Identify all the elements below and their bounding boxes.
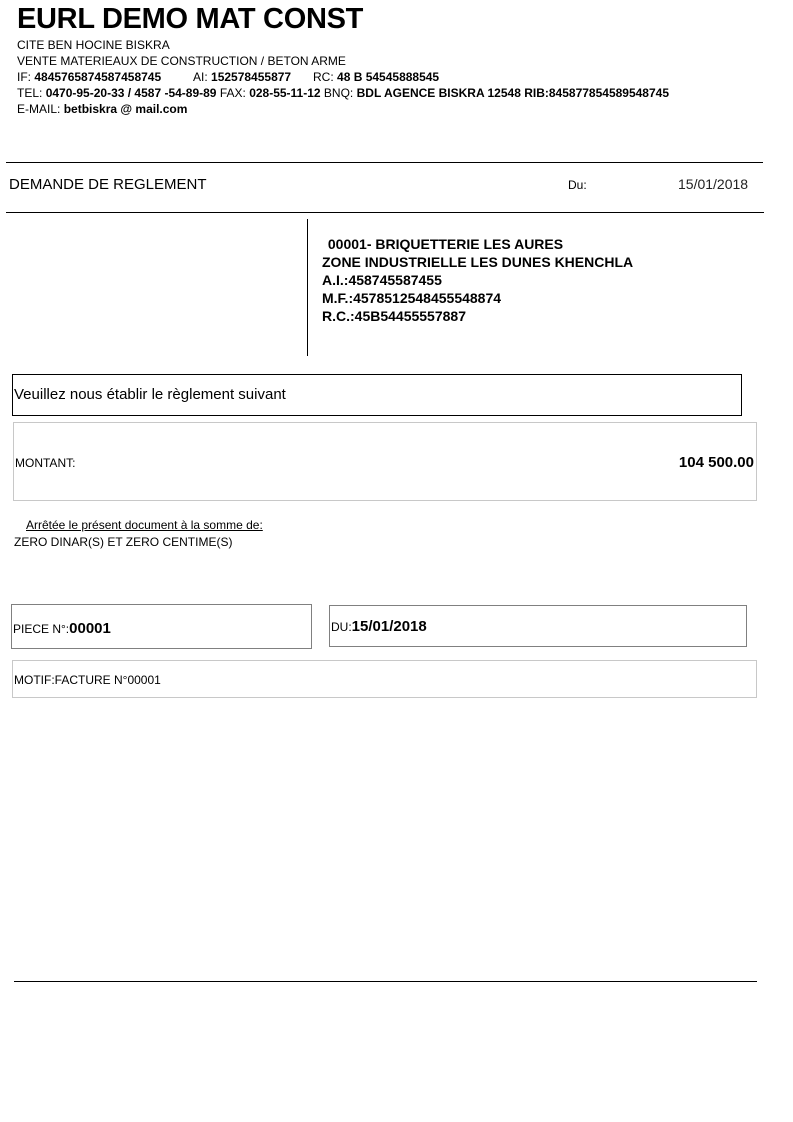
request-text: Veuillez nous établir le règlement suivant <box>14 386 286 403</box>
request-box <box>12 374 742 416</box>
piece-date-box <box>329 605 747 647</box>
piece-date-value: 15/01/2018 <box>351 618 427 635</box>
company-email-line <box>17 101 187 117</box>
piece-label: PIECE N°: <box>13 622 70 636</box>
amount-label: MONTANT: <box>15 456 76 470</box>
email-label: E-MAIL: <box>17 102 61 116</box>
tel-value: 0470-95-20-33 / 4587 -54-89-89 <box>45 86 217 100</box>
rc-value: 48 B 54545888545 <box>337 70 440 84</box>
motif-box <box>12 660 757 698</box>
company-contact-line <box>17 85 669 101</box>
document-title: DEMANDE DE REGLEMENT <box>9 176 207 193</box>
client-name: 00001- BRIQUETTERIE LES AURES <box>324 236 564 252</box>
tel-label: TEL: <box>17 86 43 100</box>
amount-words-label: Arrêtée le présent document à la somme de: <box>26 518 263 532</box>
client-ai: A.I.:458745587455 <box>322 272 442 288</box>
if-value: 4845765874587458745 <box>34 70 162 84</box>
if-label: IF: <box>17 70 31 84</box>
piece-line <box>13 620 111 637</box>
piece-date-line <box>331 618 427 635</box>
document-date: 15/01/2018 <box>678 176 749 192</box>
document-date-label: Du: <box>568 178 587 192</box>
client-address: ZONE INDUSTRIELLE LES DUNES KHENCHLA <box>322 254 634 270</box>
motif-text: MOTIF:FACTURE N°00001 <box>14 673 161 687</box>
client-rc: R.C.:45B54455557887 <box>322 308 466 324</box>
piece-number: 00001 <box>69 620 111 637</box>
company-activity: VENTE MATERIEAUX DE CONSTRUCTION / BETON ARME <box>17 54 346 68</box>
fax-value: 028-55-11-12 <box>249 86 321 100</box>
company-if-line <box>17 69 161 85</box>
rc-label: RC: <box>313 70 334 84</box>
bnq-label: BNQ: <box>323 86 354 100</box>
client-separator <box>307 219 308 356</box>
company-address: CITE BEN HOCINE BISKRA <box>17 38 170 52</box>
email-value: betbiskra @ mail.com <box>63 102 188 116</box>
fax-label: FAX: <box>219 86 246 100</box>
ai-label: AI: <box>193 70 208 84</box>
company-name: EURL DEMO MAT CONST <box>17 3 364 35</box>
amount-value: 104 500.00 <box>678 454 754 471</box>
amount-words: ZERO DINAR(S) ET ZERO CENTIME(S) <box>14 535 233 549</box>
piece-date-label: DU: <box>331 620 352 634</box>
piece-box <box>11 604 312 649</box>
client-mf: M.F.:4578512548455548874 <box>322 290 502 306</box>
client-block <box>322 235 633 325</box>
footer-rule <box>14 981 757 982</box>
title-bottom-rule <box>6 212 764 213</box>
company-ai-line <box>193 69 291 85</box>
title-top-rule <box>6 162 763 163</box>
company-rc-line <box>313 69 439 85</box>
amount-box <box>13 422 757 501</box>
bnq-value: BDL AGENCE BISKRA 12548 RIB:845877854589548745 <box>356 86 670 100</box>
ai-value: 152578455877 <box>211 70 292 84</box>
